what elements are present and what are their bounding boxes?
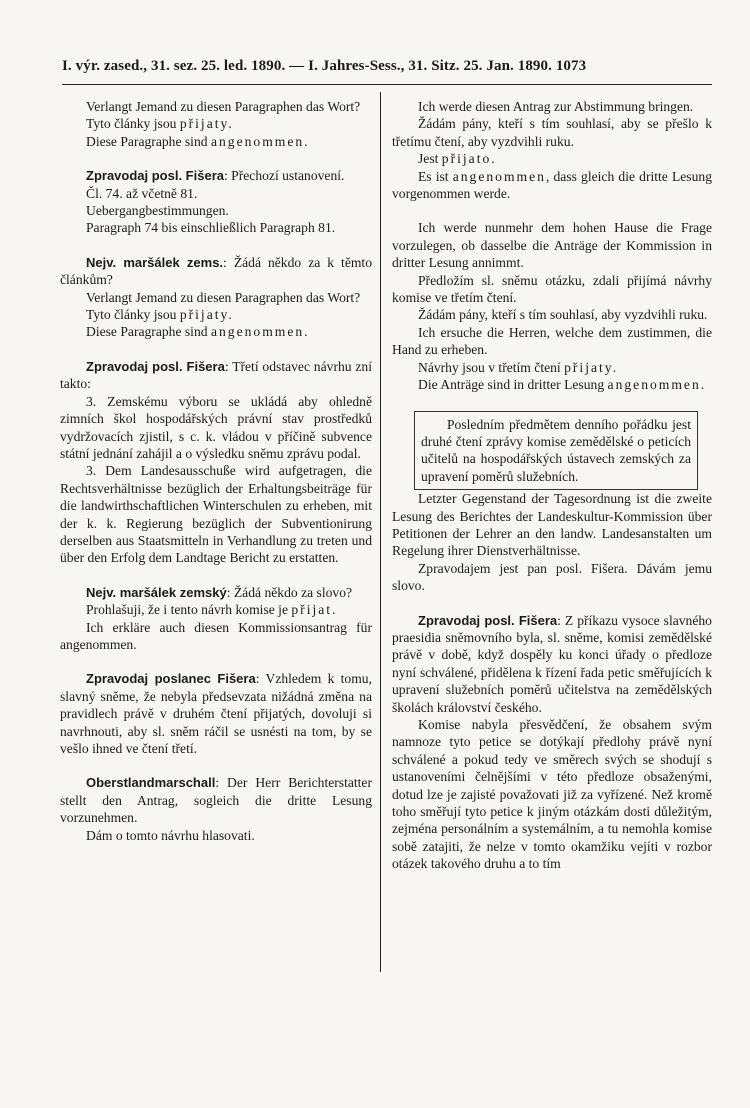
paragraph: Ich werde nunmehr dem hohen Hause die Frage vorzulegen, ob dasselbe die Anträge der Kommission in dritter Lesung annimmt. [392,220,712,271]
paragraph: Paragraph 74 bis einschließlich Paragraph 81. [86,220,336,236]
paragraph: Jest přijato. [418,151,497,167]
paragraph: Letzter Gegenstand der Tagesordnung ist die zweite Lesung des Berichtes der Landeskultur-Kommission über Petitionen der Lehrer an den landw. Landesanstalten um Regelung ihrer Dienstverhältnisse. [392,491,712,559]
speech: Oberstlandmarschall: Der Herr Berichterstatter stellt den Antrag, sogleich die dritte Lesung vorzunehmen. [60,775,372,826]
paragraph: Es ist angenommen, dass gleich die dritte Lesung vorgenommen werde. [392,168,712,202]
paragraph: Diese Paragraphe sind angenommen. [86,324,310,340]
paragraph: Diese Paragraphe sind angenommen. [86,133,310,149]
speaker-name: Oberstlandmarschall [86,775,216,791]
paragraph: Posledním předmětem denního pořádku jest druhé čtení zprávy komise zemědělské o peticích učitelů na hospodářských ústavech zemských za upravení poměrů služebních. [421,416,691,484]
speaker-name: Nejv. maršálek zems. [86,254,224,270]
paragraph: Die Anträge sind in dritter Lesung angenommen. [418,377,707,393]
paragraph: 3. Dem Landesausschuße wird aufgetragen, die Rechtsverhältnisse bezüglich der Erhaltungsbeiträge für die landwirthschaftlichen Winterschulen zu erheben, mit der k. k. Regierung bezüglich der Subventionirung derselben aus Staatsmitteln in Verhandlung zu treten und über den Erfolg dem Landtage Bericht zu erstatten. [60,463,372,566]
page-header: I. výr. zased., 31. sez. 25. led. 1890. — I. Jahres-Sess., 31. Sitz. 25. Jan. 1890. 1073 [62,58,587,74]
speaker-name: Zpravodaj poslanec Fišera [86,671,256,687]
speaker-name: Zpravodaj posl. Fišera [86,168,224,184]
paragraph: Prohlašuji, že i tento návrh komise je přijat. [86,602,338,618]
paragraph: Ich erkläre auch diesen Kommissionsantrag für angenommen. [60,619,372,652]
paragraph: Verlangt Jemand zu diesen Paragraphen das Wort? [86,99,361,114]
paragraph: Návrhy jsou v třetím čtení přijaty. [418,359,619,375]
left-column [60,98,372,844]
speech: Zpravodaj posl. Fišera: Z příkazu vysoce slavného praesidia sněmovního byla, sl. sněme, komisi zemědělské právě v době, když dospěly ku konci úřady o předloze nyní schválené, přidělena k řízení řada petic směřujících k upravení služebních poměrů učitelstva na zemědělských školách království českého. [392,612,712,715]
paragraph: Zpravodajem jest pan posl. Fišera. Dávám jemu slovo. [392,560,712,594]
paragraph: Komise nabyla přesvědčení, že obsahem svým namnoze tyto petice se dotýkají předlohy právě nyní schválené a pokud tedy ve směrech svých se shodují s ustanoveními čelnějšími v této předloze obsaženými, dotud lze je zajisté považovati již za vyřízené. Než kromě toho směřují tyto petice k jiným otázkám dosti důležitým, zejména personálním a systemálním, a tu nemohla komise sobě zatajiti, že nelze v tomto okamžiku vejíti v rozbor otázek takového druhu a to tím [392,717,712,872]
speaker-name: Zpravodaj posl. Fišera [418,612,558,628]
paragraph: Dám o tomto návrhu hlasovati. [86,827,255,843]
paragraph: Verlangt Jemand zu diesen Paragraphen das Wort? [86,289,361,305]
paragraph: Uebergangbestimmungen. [86,203,229,219]
column-divider [380,92,381,972]
paragraph: Čl. 74. až včetně 81. [86,185,198,201]
speech: Nejv. maršálek zemský: Žádá někdo za slovo? [86,584,353,600]
paragraph: Ich ersuche die Herren, welche dem zustimmen, die Hand zu erheben. [392,324,712,358]
speech: Zpravodaj posl. Fišera: Třetí odstavec návrhu zní takto: [60,358,372,392]
speaker-name: Nejv. maršálek zemský [86,584,227,600]
paragraph: Tyto články jsou přijaty. [86,307,234,323]
header-rule [62,84,712,85]
paragraph: Žádám pány, kteří s tím souhlasí, aby se přešlo k třetímu čtení, aby vyzdvihli ruku. [392,116,712,149]
speaker-name: Zpravodaj posl. Fišera [86,358,225,374]
agenda-item-box [414,411,698,491]
speech: Nejv. maršálek zems.: Žádá někdo za k těmto článkům? [60,254,373,288]
paragraph: Žádám pány, kteří s tím souhlasí, aby vyzdvihli ruku. [418,307,708,323]
speech: Zpravodaj poslanec Fišera: Vzhledem k tomu, slavný sněme, že nebyla předsevzata nižádná změna na pravidlech právě v druhém čtení přijatých, dovoluji si navrhnouti, aby sl. sněm ráčil se usnésti na tom, by se vešlo ihned ve čtení třetí. [60,671,372,756]
paragraph: Tyto články jsou přijaty. [86,116,234,132]
speech: Zpravodaj posl. Fišera: Přechozí ustanovení. [86,168,345,184]
right-column [392,98,712,873]
paragraph: 3. Zemskému výboru se ukládá aby ohledně zimních škol hospodářských právní stav prostředků vydržovacích zjistil, s c. k. vládou v příčině subvence státní jednání zahájil a o výsledku sněmu zprávu podal. [60,393,372,461]
paragraph: Předložím sl. sněmu otázku, zdali přijímá návrhy komise ve třetím čtení. [392,272,712,306]
paragraph: Ich werde diesen Antrag zur Abstimmung bringen. [418,99,694,114]
